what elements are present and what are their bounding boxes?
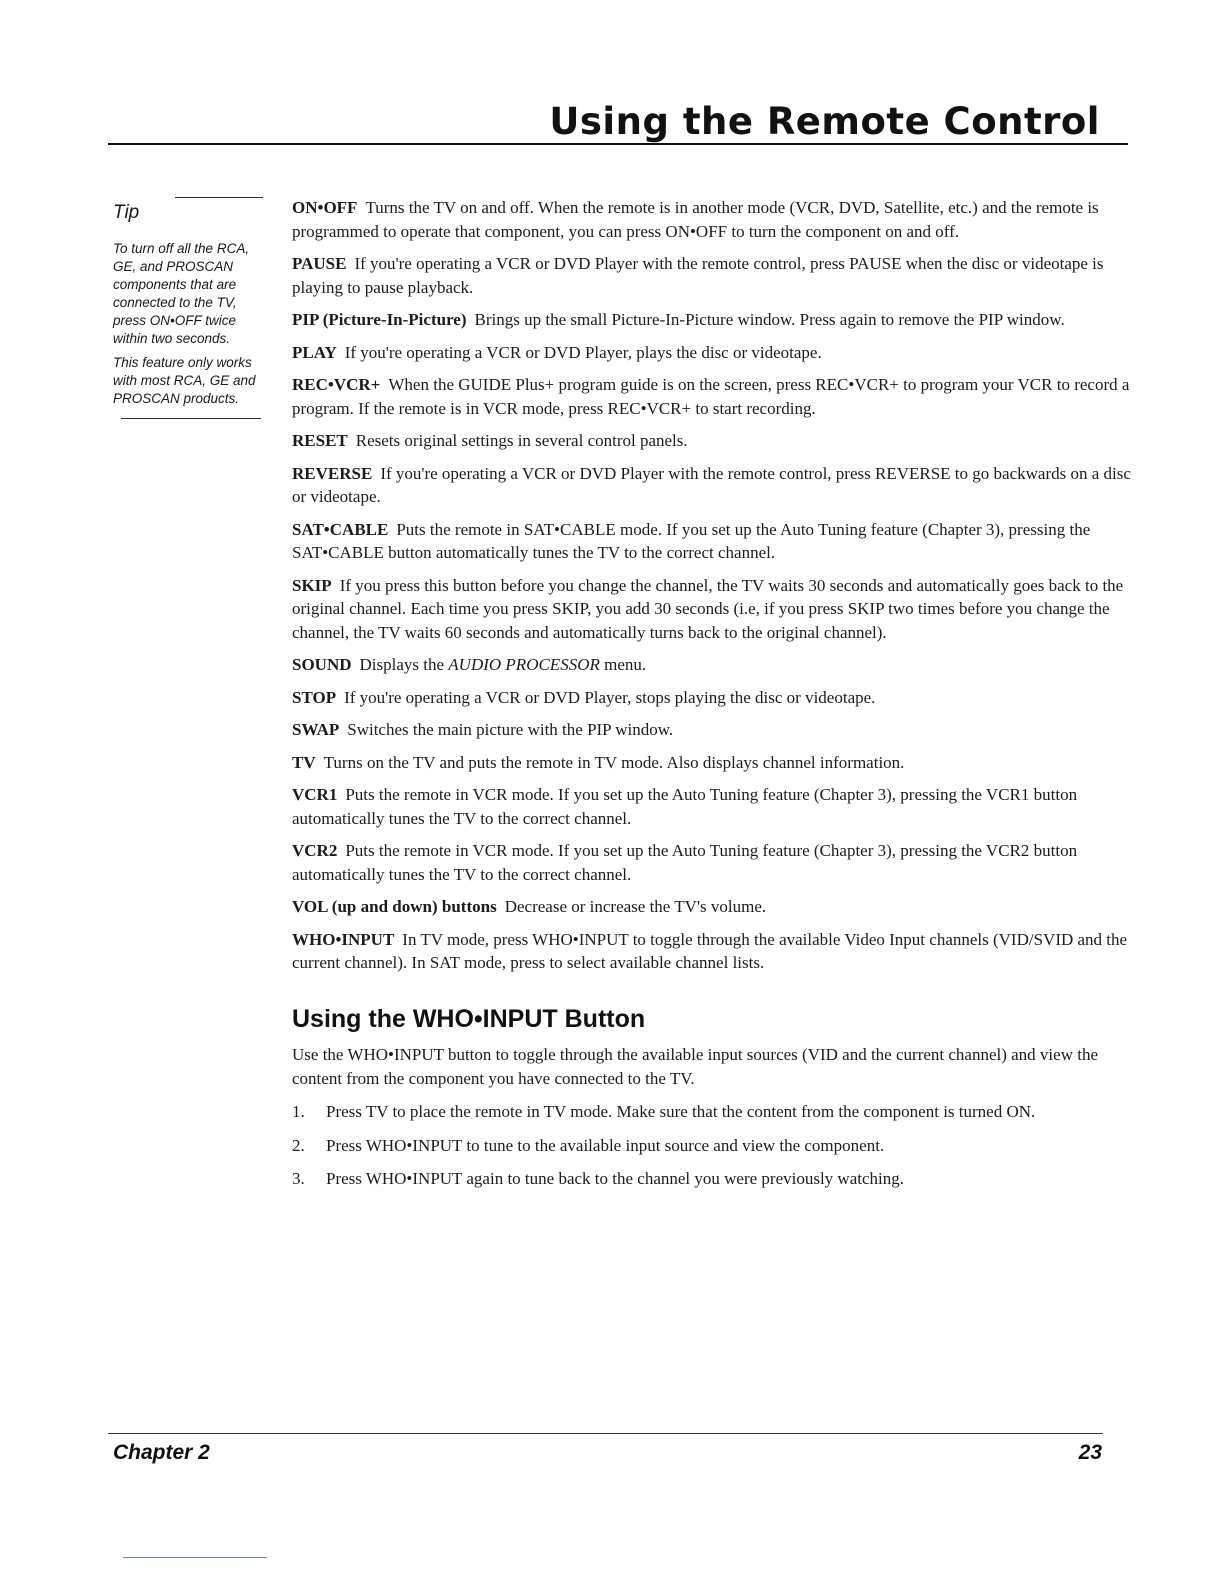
definition-term: PAUSE bbox=[292, 254, 347, 273]
step-number: 2. bbox=[292, 1135, 305, 1155]
definition-term: VOL (up and down) buttons bbox=[292, 897, 497, 916]
definition-term: TV bbox=[292, 752, 316, 772]
page-title: Using the Remote Control bbox=[549, 100, 1100, 143]
definition-item bbox=[292, 751, 1132, 775]
definition-term: PIP (Picture-In-Picture) bbox=[292, 310, 467, 329]
definition-desc: Turns on the TV and puts the remote in TV mode. Also displays channel information. bbox=[323, 752, 905, 772]
definition-desc: If you're operating a VCR or DVD Player with the remote control, press REVERSE to go backwards on a disc or videotape. bbox=[292, 463, 1131, 506]
steps-list bbox=[292, 1100, 1132, 1191]
definition-item bbox=[292, 574, 1132, 645]
definition-item bbox=[292, 653, 1132, 677]
definition-term: VCR1 bbox=[292, 785, 338, 804]
page-number: 23 bbox=[1078, 1441, 1102, 1464]
definition-desc: If you're operating a VCR or DVD Player with the remote control, press PAUSE when the disc or videotape is playing to pause playback. bbox=[292, 254, 1104, 297]
definition-term: ON•OFF bbox=[292, 198, 358, 217]
definition-term: WHO•INPUT bbox=[292, 929, 395, 949]
definition-term: REC•VCR+ bbox=[292, 375, 381, 394]
definition-desc: Brings up the small Picture-In-Picture window. Press again to remove the PIP window. bbox=[474, 310, 1065, 329]
list-item bbox=[292, 1134, 1132, 1158]
section-intro: Use the WHO•INPUT button to toggle through the available input sources (VID and the current channel) and view the content from the component you have connected to the TV. bbox=[292, 1045, 1098, 1088]
definition-item bbox=[292, 429, 1132, 453]
definition-desc: Puts the remote in VCR mode. If you set up the Auto Tuning feature (Chapter 3), pressing the VCR2 button automatically tunes the TV to the correct channel. bbox=[292, 841, 1078, 884]
definition-item bbox=[292, 686, 1132, 710]
definition-desc-pre: Displays the bbox=[359, 655, 445, 674]
tip-top-rule bbox=[175, 197, 263, 198]
definition-term: RESET bbox=[292, 431, 348, 450]
footer-rule bbox=[108, 1433, 1103, 1434]
definition-term: SAT•CABLE bbox=[292, 519, 389, 539]
definition-term: SKIP bbox=[292, 575, 332, 595]
step-text: Press WHO•INPUT to tune to the available input source and view the component. bbox=[326, 1135, 885, 1155]
step-text: Press TV to place the remote in TV mode. Make sure that the content from the component is turned ON. bbox=[326, 1102, 1036, 1121]
menu-name: AUDIO PROCESSOR bbox=[448, 655, 600, 674]
definition-term: SOUND bbox=[292, 655, 352, 674]
definition-desc: When the GUIDE Plus+ program guide is on the screen, press REC•VCR+ to program your VCR to record a program. If the remote is in VCR mode, press REC•VCR+ to start recording. bbox=[292, 375, 1130, 418]
definition-desc: Resets original settings in several control panels. bbox=[355, 431, 688, 450]
step-number: 1. bbox=[292, 1102, 305, 1121]
tip-bottom-rule bbox=[121, 418, 261, 419]
definition-term: STOP bbox=[292, 687, 337, 707]
definition-term: SWAP bbox=[292, 720, 340, 739]
tip-paragraph: This feature only works with most RCA, GE and PROSCAN products. bbox=[113, 355, 256, 406]
definition-item bbox=[292, 718, 1132, 742]
definition-desc: If you press this button before you change the channel, the TV waits 30 seconds and automatically goes back to the original channel. Each time you press SKIP, you add 30 seconds (i.e, if you press SKIP two times before you change the channel, the TV waits 60 seconds and automatically turns back to the original channel). bbox=[292, 575, 1124, 642]
bottom-divider bbox=[123, 1557, 267, 1558]
tip-paragraph: To turn off all the RCA, GE, and PROSCAN components that are connected to the TV, press ON•OFF twice within two seconds. bbox=[113, 241, 250, 346]
definition-item bbox=[292, 373, 1132, 420]
main-content bbox=[292, 196, 1132, 1201]
definition-term: REVERSE bbox=[292, 463, 373, 483]
tip-sidebar bbox=[113, 197, 263, 419]
definition-item bbox=[292, 462, 1132, 509]
definition-term: PLAY bbox=[292, 342, 337, 362]
definition-term: VCR2 bbox=[292, 841, 338, 860]
definition-item bbox=[292, 196, 1132, 243]
definition-item bbox=[292, 839, 1132, 886]
tip-title: Tip bbox=[113, 202, 140, 223]
definition-item bbox=[292, 895, 1132, 919]
definition-desc-post: menu. bbox=[604, 655, 647, 674]
definition-desc: Turns the TV on and off. When the remote is in another mode (VCR, DVD, Satellite, etc.) and the remote is programmed to operate that component, you can press ON•OFF to turn the component on and off. bbox=[292, 198, 1099, 241]
definition-item bbox=[292, 341, 1132, 365]
list-item bbox=[292, 1167, 1132, 1191]
list-item bbox=[292, 1100, 1132, 1124]
definition-desc: If you're operating a VCR or DVD Player, plays the disc or videotape. bbox=[344, 342, 822, 362]
definition-desc: Decrease or increase the TV's volume. bbox=[504, 897, 767, 916]
section-heading: Using the WHO•INPUT Button bbox=[292, 1004, 646, 1033]
definition-desc: Puts the remote in VCR mode. If you set up the Auto Tuning feature (Chapter 3), pressing the VCR1 button automatically tunes the TV to the correct channel. bbox=[292, 785, 1078, 828]
title-rule bbox=[108, 143, 1128, 145]
definition-desc: In TV mode, press WHO•INPUT to toggle through the available Video Input channels (VID/SVID and the current channel). In SAT mode, press to select available channel lists. bbox=[292, 929, 1128, 972]
definition-item bbox=[292, 308, 1132, 332]
definition-item bbox=[292, 783, 1132, 830]
footer-chapter: Chapter 2 bbox=[113, 1441, 210, 1464]
definition-desc: If you're operating a VCR or DVD Player, stops playing the disc or videotape. bbox=[344, 687, 876, 707]
definition-item bbox=[292, 252, 1132, 299]
definition-item bbox=[292, 928, 1132, 975]
definition-desc: Puts the remote in SAT•CABLE mode. If you set up the Auto Tuning feature (Chapter 3), pressing the SAT•CABLE button automatically tunes the TV to the correct channel. bbox=[292, 519, 1091, 562]
definition-desc: Switches the main picture with the PIP window. bbox=[347, 720, 674, 739]
step-number: 3. bbox=[292, 1169, 305, 1188]
step-text: Press WHO•INPUT again to tune back to the channel you were previously watching. bbox=[326, 1169, 904, 1188]
definition-item bbox=[292, 518, 1132, 565]
